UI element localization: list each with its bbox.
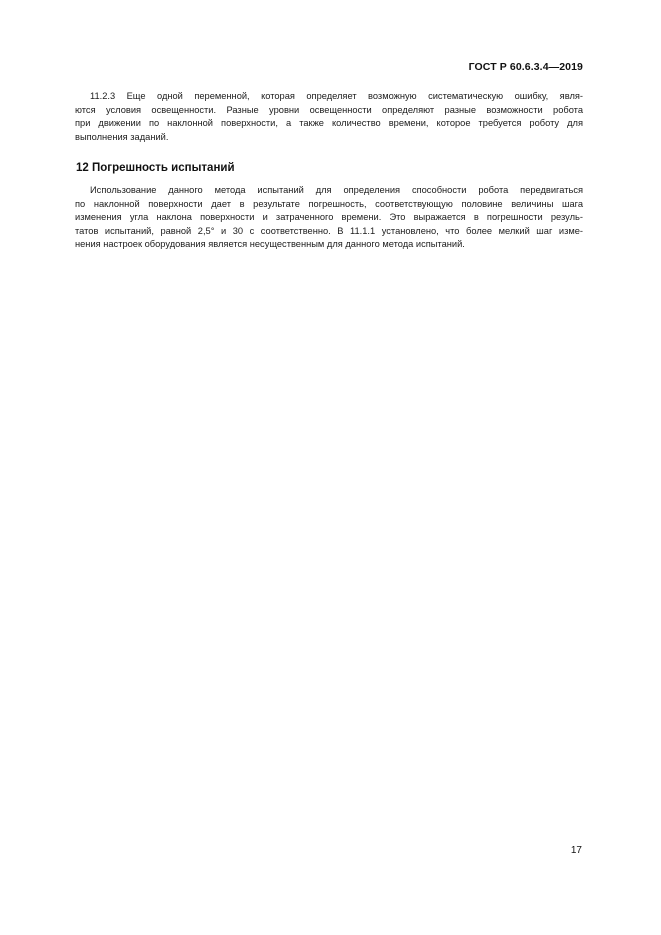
text-line: при движении по наклонной поверхности, а также количество времени, которое требуется роботу для — [75, 118, 583, 128]
text-line: изменения угла наклона поверхности и затраченного времени. Это выражается в погрешности резуль- — [75, 212, 583, 222]
text-line: нения настроек оборудования является несущественным для данного метода испытаний. — [75, 239, 465, 249]
page-number: 17 — [570, 845, 582, 856]
paragraph-11-2-3 — [75, 90, 583, 144]
text-line: татов испытаний, равной 2,5° и 30 с соответственно. В 11.1.1 установлено, что более мелкий шаг изме- — [75, 225, 583, 236]
text-line: 11.2.3 Еще одной переменной, которая определяет возможную систематическую ошибку, явля- — [90, 91, 583, 101]
text-line: по наклонной поверхности дает в результате погрешность, соответствующую половине величины шага — [75, 198, 583, 209]
paragraph-12 — [75, 184, 583, 252]
text-line: выполнения заданий. — [75, 131, 169, 142]
section-title: 12 Погрешность испытаний — [76, 162, 235, 174]
text-line: ются условия освещенности. Разные уровни освещенности определяют разные возможности робота — [75, 104, 583, 115]
paragraph-text — [75, 184, 583, 252]
text-line: Использование данного метода испытаний для определения способности робота передвигаться — [90, 185, 583, 195]
standard-code-header: ГОСТ Р 60.6.3.4—2019 — [468, 61, 583, 73]
paragraph-text — [75, 90, 583, 144]
